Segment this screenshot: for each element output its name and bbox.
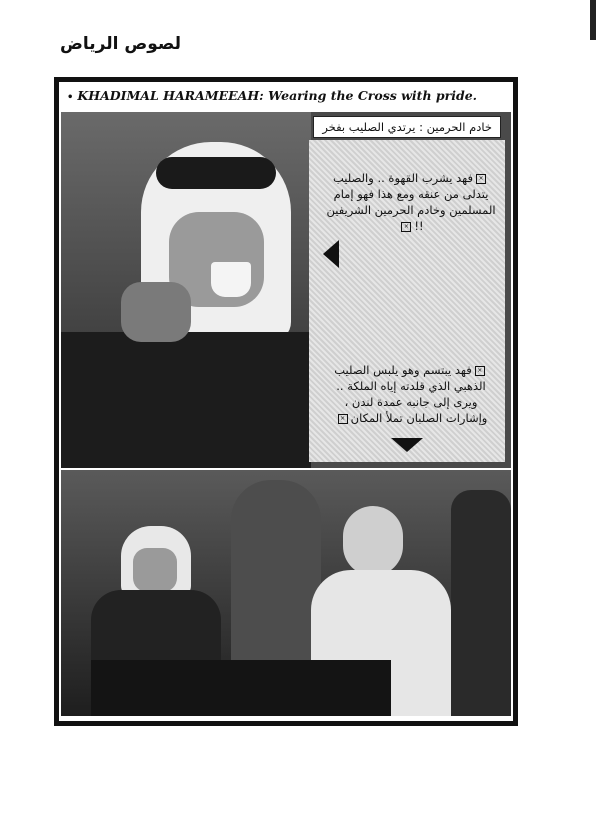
paragraph-coffee: [325, 170, 497, 234]
agal: [156, 157, 276, 189]
bullet-icon: •: [67, 92, 74, 103]
paragraph-coffee-text: فهد يشرب القهوة .. والصليب يتدلى من عنقه ومع هذا فهو إمام المسلمين وخادم الحرمين الشريفين !!: [326, 171, 496, 233]
header-logo: لصوص الرياض: [60, 34, 182, 54]
square-x-icon: ×: [338, 414, 348, 424]
hand: [121, 282, 191, 342]
paragraph-smile-text: فهد يبتسم وهو يلبس الصليب الذهبي الذي قلدته إياه الملكة .. ويرى إلى جانبه عمدة لندن ، وإشارات الصلبان تملأ المكان: [334, 363, 488, 425]
english-caption-text: KHADIMAL HARAMEEAH: Wearing the Cross with pride.: [77, 88, 477, 103]
square-x-icon: ×: [475, 366, 485, 376]
photo-ceremony: [61, 470, 511, 716]
article-frame: [54, 77, 518, 726]
triangle-down-icon: [391, 438, 423, 452]
robe: [61, 332, 311, 468]
english-caption: [67, 88, 477, 103]
figure-left-face: [133, 548, 177, 592]
lectern: [91, 660, 391, 716]
coffee-cup: [211, 262, 251, 297]
triangle-left-icon: [323, 240, 339, 268]
text-panel: [309, 140, 505, 462]
figure-far-right: [451, 490, 511, 716]
photo-coffee: [61, 112, 511, 468]
square-x-icon: ×: [401, 222, 411, 232]
paragraph-smile: [325, 362, 497, 426]
scan-edge: [590, 0, 596, 40]
arabic-caption: خادم الحرمين : يرتدي الصليب بفخر: [313, 116, 501, 138]
figure-right-head: [343, 506, 403, 576]
square-x-icon: ×: [476, 174, 486, 184]
